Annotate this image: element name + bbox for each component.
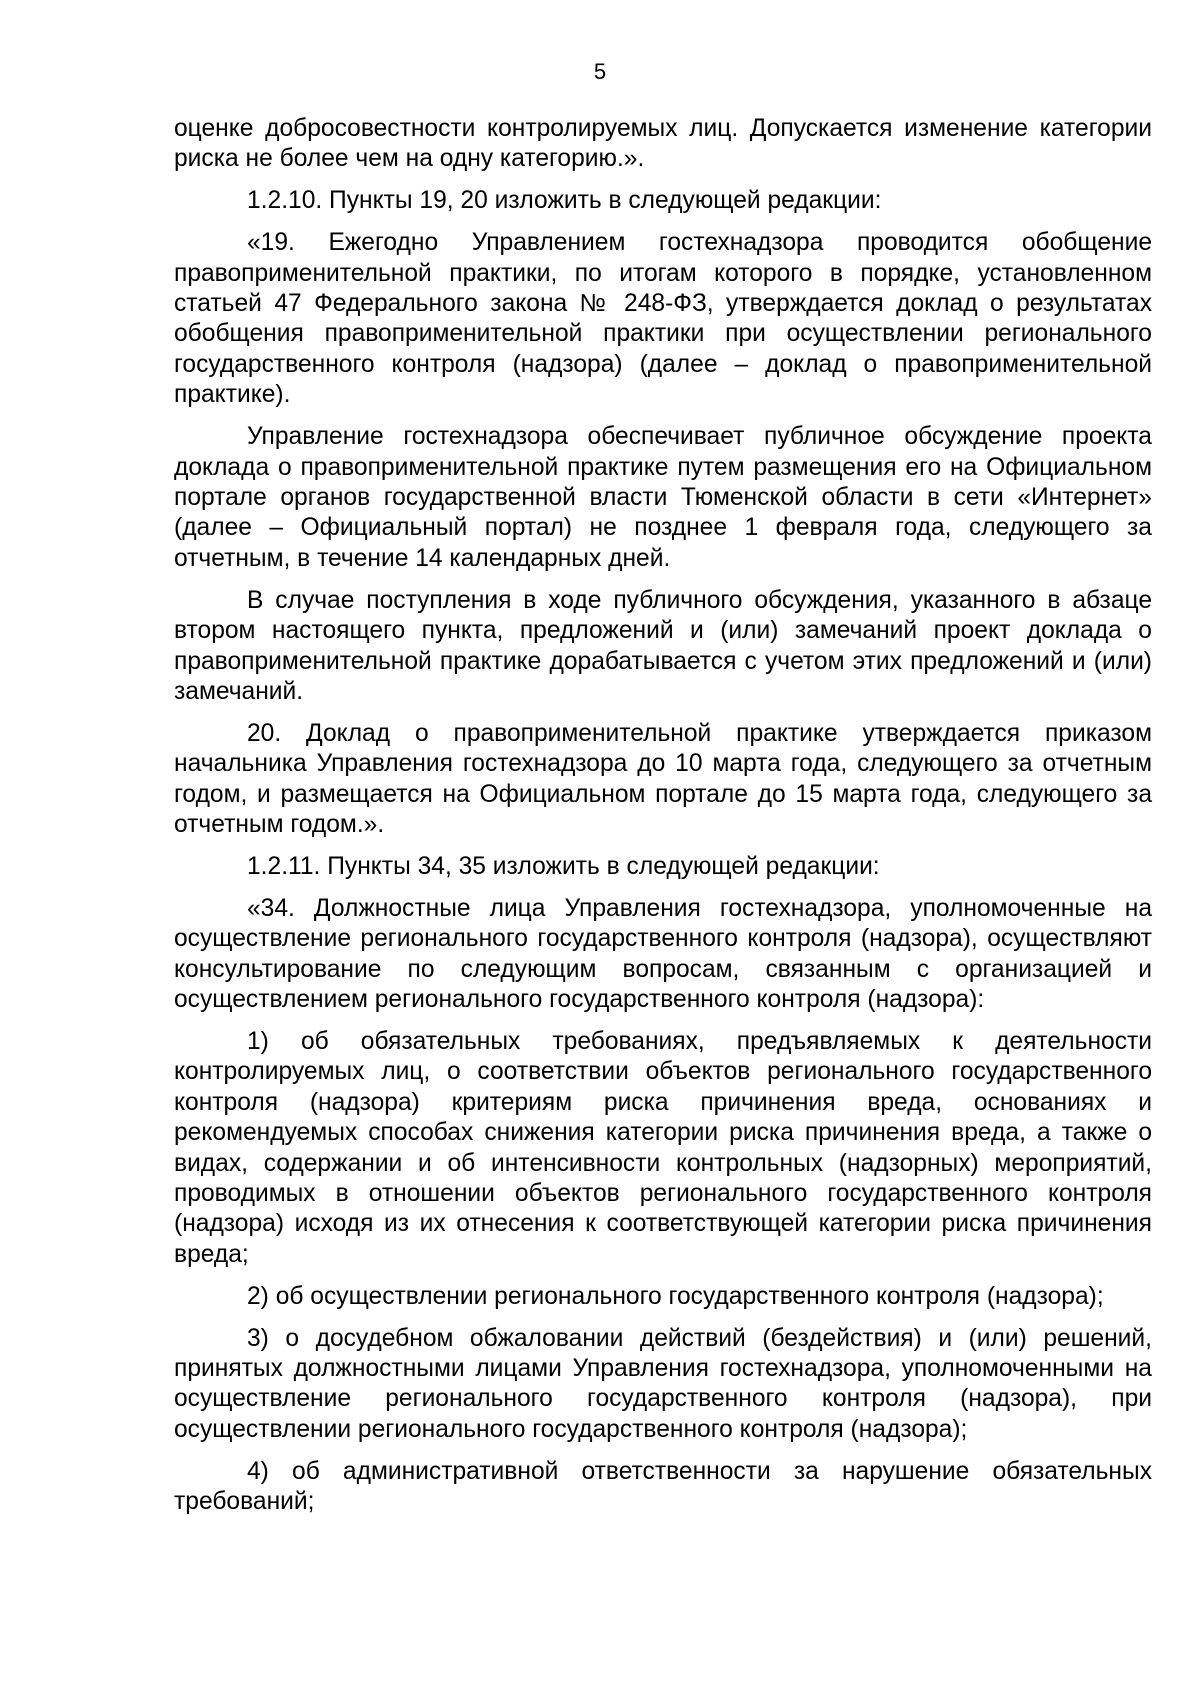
paragraph-continuation: оценке добросовестности контролируемых лиц. Допускается изменение категории риска не более чем на одну категорию.». [174,115,1152,173]
list-item-3: 3) о досудебном обжаловании действий (бездействия) и (или) решений, принятых должностными лицами Управления гостехнадзора, уполномоченными на осуществление регионального государственного контроля (надзора), при осуществлении регионального государственного контроля (надзора); [174,1324,1152,1443]
paragraph-remarks: В случае поступления в ходе публичного обсуждения, указанного в абзаце втором настоящего пункта, предложений и (или) замечаний проект доклада о правоприменительной практике дорабатывается с учетом этих предложений и (или) замечаний. [174,586,1152,705]
list-item-2: 2) об осуществлении регионального государственного контроля (надзора); [247,1282,1104,1310]
document-body [174,114,1152,1529]
paragraph-item-34: «34. Должностные лица Управления гостехнадзора, уполномоченные на осуществление регионального государственного контроля (надзора), осуществляют консультирование по следующим вопросам, связанным с организацией и осуществлением регионального государственного контроля (надзора): [174,894,1152,1014]
paragraph-public-discussion: Управление гостехнадзора обеспечивает публичное обсуждение проекта доклада о правоприменительной практике путем размещения его на Официальном портале органов государственной власти Тюменской области в сети «Интернет» (далее – Официальный портал) не позднее 1 февраля года, следующего за отчетным, в течение 14 календарных дней. [174,423,1152,572]
paragraph-clause-1-2-11: 1.2.11. Пункты 34, 35 изложить в следующей редакции: [247,852,880,880]
page-number: 5 [593,59,607,84]
paragraph-clause-1-2-10: 1.2.10. Пункты 19, 20 изложить в следующей редакции: [247,187,882,215]
paragraph-item-20: 20. Доклад о правоприменительной практике утверждается приказом начальника Управления гостехнадзора до 10 марта года, следующего за отчетным годом, и размещается на Официальном портале до 15 марта года, следующего за отчетным годом.». [174,719,1152,839]
list-item-1: 1) об обязательных требованиях, предъявляемых к деятельности контролируемых лиц, о соответствии объектов регионального государственного контроля (надзора) критериям риска причинения вреда, основаниях и рекомендуемых способах снижения категории риска причинения вреда, а также о видах, содержании и об интенсивности контрольных (надзорных) мероприятий, проводимых в отношении объектов регионального государственного контроля (надзора) исходя из их отнесения к соответствующей категории риска причинения вреда; [174,1027,1152,1268]
list-item-4: 4) об административной ответственности за нарушение обязательных требований; [174,1457,1152,1516]
paragraph-item-19: «19. Ежегодно Управлением гостехнадзора проводится обобщение правоприменительной практики, по итогам которого в порядке, установленном статьей 47 Федерального закона № 248-ФЗ, утверждается доклад о результатах обобщения правоприменительной практики при осуществлении регионального государственного контроля (надзора) (далее – доклад о правоприменительной практике). [174,229,1152,409]
